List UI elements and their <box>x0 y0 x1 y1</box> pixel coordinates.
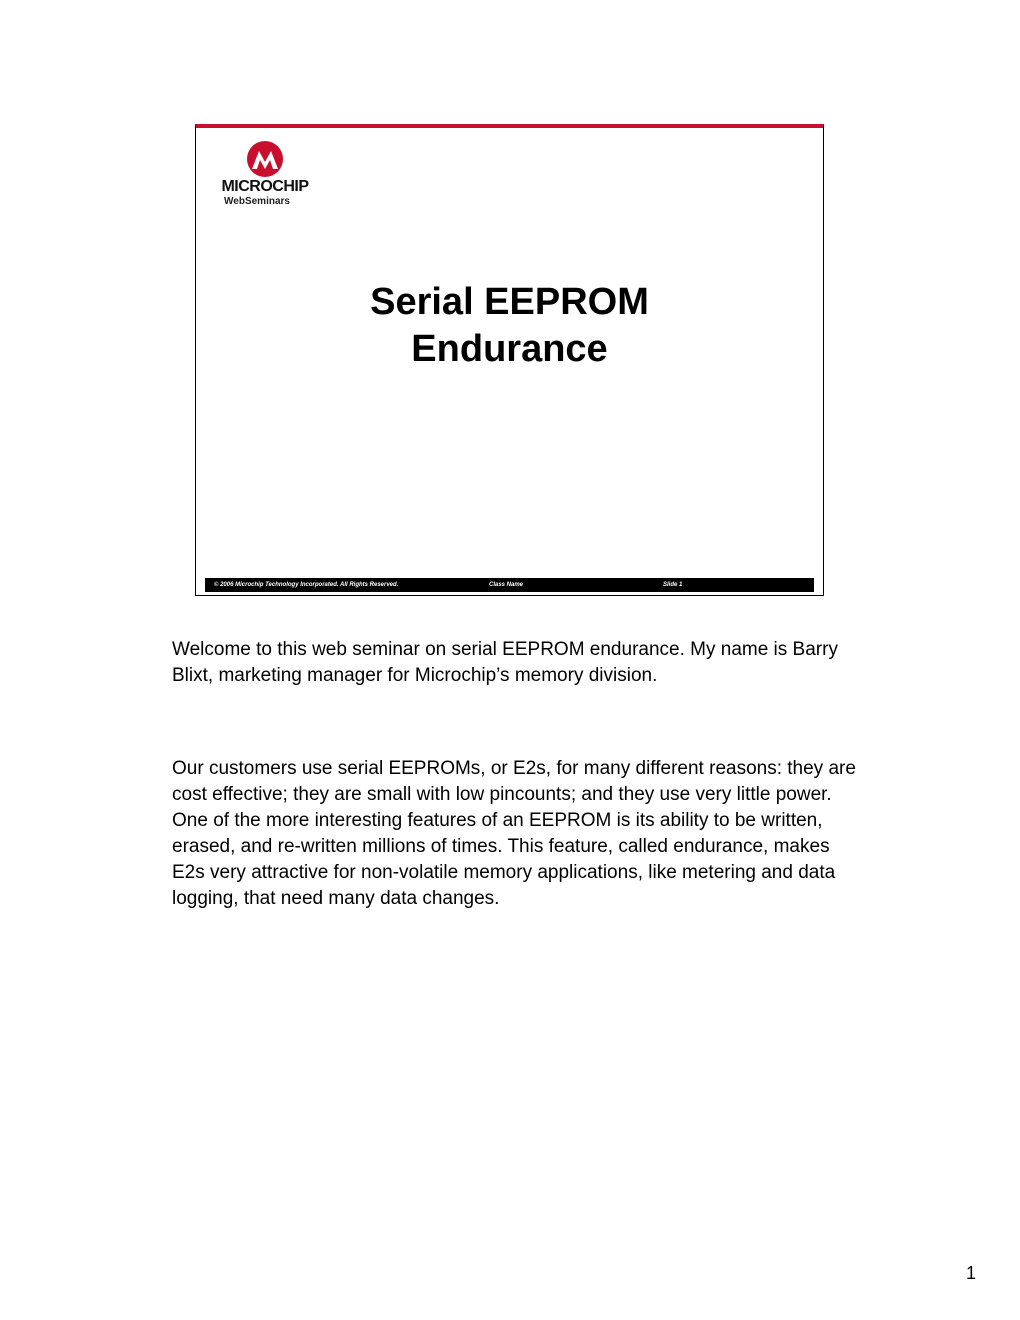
microchip-logo <box>215 140 315 210</box>
notes-paragraph-1 <box>172 637 862 689</box>
microchip-m-icon <box>215 140 315 180</box>
notes-text-1: Welcome to this web seminar on serial EEPROM endurance. My name is Barry Blixt, marketing manager for Microchip’s memory division. <box>172 639 838 686</box>
notes-text-2: Our customers use serial EEPROMs, or E2s, for many different reasons: they are cost effective; they are small with low pincounts; and they use very little power. One of the more interesting features of an EEPROM is its ability to be written, erased, and re-written millions of times. This feature, called endurance, makes E2s very attractive for non-volatile memory applications, like metering and data logging, that need many data changes. <box>172 758 856 909</box>
slide-footer <box>205 578 814 592</box>
logo-subtext: WebSeminars <box>224 196 290 207</box>
slide-title-line2: Endurance <box>411 328 608 370</box>
footer-slide-number: Slide 1 <box>663 582 683 588</box>
slide-thumbnail <box>195 124 824 596</box>
page-number: 1 <box>966 1263 977 1283</box>
logo-wordmark: MICROCHIP <box>221 178 309 195</box>
slide-title-line1: Serial EEPROM <box>370 281 649 323</box>
footer-class-name: Class Name <box>489 582 524 588</box>
notes-paragraph-2 <box>172 756 862 912</box>
footer-copyright: © 2006 Microchip Technology Incorporated. All Rights Reserved. <box>214 582 399 588</box>
